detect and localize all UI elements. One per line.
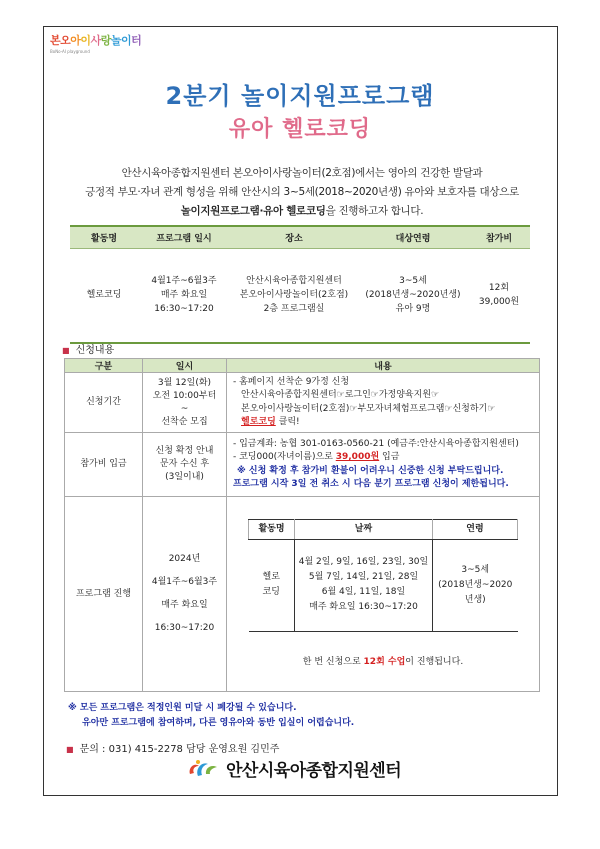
intro-line: 안산시육아종합지원센터 본오아이사랑놀이터(2호점)에서는 영아의 건강한 발달과 <box>121 167 483 179</box>
summary-activity: 헬로코딩 <box>70 248 138 343</box>
notice-line: ※ 모든 프로그램은 적정인원 미달 시 폐강될 수 있습니다. <box>68 703 297 713</box>
summary-place <box>230 248 358 343</box>
intro-bold: 놀이지원프로그램·유아 헬로코딩 <box>180 205 326 217</box>
notice <box>68 701 354 731</box>
age-line: 유아 9명 <box>395 304 431 315</box>
inner-line: 6월 4일, 11일, 18일 <box>321 587 406 598</box>
summary-age <box>358 248 468 343</box>
payment-date <box>143 433 227 497</box>
footer-logo <box>186 755 401 781</box>
inner-line: (2018년생~2020년생) <box>438 579 513 605</box>
date-line: 4월1주~6월3주 <box>151 577 218 587</box>
warning-line: ※ 신청 확정 후 참가비 환불이 어려우니 신중한 신청 부탁드립니다. <box>237 465 504 476</box>
inner-activity <box>249 539 295 631</box>
logo-char: 오 <box>60 34 71 47</box>
date-line: (3일이내) <box>165 472 204 482</box>
place-line: 본오아이사랑놀이터(2호점) <box>239 290 349 301</box>
apply-header: 구분 <box>65 359 143 373</box>
inner-header: 활동명 <box>249 519 295 539</box>
apply-header: 일시 <box>143 359 227 373</box>
inner-age <box>433 539 518 631</box>
bullet-icon: ■ <box>66 745 74 754</box>
content-line: 본오아이사랑놀이터(2호점)☞부모자녀체험프로그램☞신청하기☞ <box>241 403 496 414</box>
page-subtitle: 유아 헬로코딩 <box>228 117 372 142</box>
inner-header: 연령 <box>433 519 518 539</box>
logo-char: 사 <box>90 34 101 47</box>
period-content <box>227 373 540 433</box>
logo-wordmark <box>50 32 141 48</box>
apply-header: 내용 <box>227 359 540 373</box>
org-logo-icon <box>186 756 220 780</box>
logo-char: 이 <box>120 34 132 47</box>
inner-header: 날짜 <box>295 519 433 539</box>
summary-table <box>70 225 530 344</box>
logo-char: 터 <box>131 34 142 47</box>
section-label: 신청내용 <box>75 345 115 356</box>
logo-char: 랑 <box>100 34 111 47</box>
program-content <box>227 497 540 692</box>
schedule-line: 매주 화요일 <box>160 290 208 301</box>
place-line: 2층 프로그램실 <box>263 304 325 315</box>
period-date <box>143 373 227 433</box>
fee-line: 12회 <box>488 283 510 294</box>
date-line: 신청 확정 안내 <box>155 446 214 456</box>
logo-char: 이 <box>80 34 91 47</box>
inner-line: 5월 7일, 14일, 21일, 28일 <box>308 572 419 583</box>
date-line: 오전 10:00부터 <box>152 390 217 401</box>
place-line: 안산시육아종합지원센터 <box>246 276 342 287</box>
content-line: - 홈페이지 선착순 9가정 신청 <box>233 376 350 387</box>
inner-line: 코딩 <box>262 587 280 598</box>
payment-content <box>227 433 540 497</box>
date-line: 선착순 모집 <box>161 416 208 427</box>
logo-char: 아 <box>70 34 81 47</box>
date-line: 문자 수신 후 <box>159 459 210 469</box>
highlight-text: 헬로코딩 <box>241 417 276 427</box>
logo <box>50 32 141 56</box>
schedule-line: 16:30~17:20 <box>154 304 214 315</box>
logo-char: 본 <box>50 34 61 47</box>
footer-post: 이 진행됩니다. <box>405 656 464 667</box>
content-line: 안산시육아종합지원센터☞로그인☞가정양육지원☞ <box>241 390 440 400</box>
age-line: (2018년생~2020년생) <box>365 290 461 301</box>
summary-header: 대상연령 <box>358 226 468 248</box>
date-line: 2024년 <box>168 554 201 564</box>
org-name: 안산시육아종합지원센터 <box>226 760 402 781</box>
inner-line: 헬로 <box>262 572 280 583</box>
content-line <box>233 416 533 430</box>
account-line: - 입금계좌: 농협 301-0163-0560-21 (예금주:안산시육아종합지원센터) <box>233 438 519 449</box>
summary-fee <box>468 248 530 343</box>
bullet-icon: ■ <box>62 346 70 355</box>
content-tail: 클릭! <box>275 417 300 427</box>
apply-section-title <box>62 341 114 356</box>
summary-header: 참가비 <box>468 226 530 248</box>
intro-rest: 을 진행하고자 합니다. <box>325 205 424 217</box>
logo-char: 놀 <box>110 34 121 47</box>
summary-schedule <box>138 248 230 343</box>
footer-highlight: 12회 수업 <box>363 656 406 667</box>
footer-pre: 한 번 신청으로 <box>302 656 364 667</box>
date-line: 16:30~17:20 <box>154 623 215 633</box>
age-line: 3~5세 <box>399 276 427 287</box>
page-title: 2분기 놀이지원프로그램 <box>165 82 435 110</box>
summary-header: 장소 <box>230 226 358 248</box>
date-line: 매주 화요일 <box>161 600 208 610</box>
inner-line: 3~5세 <box>461 564 490 575</box>
payment-label: 참가비 입금 <box>65 433 143 497</box>
deposit-post: 입금 <box>379 452 400 462</box>
inner-line: 매주 화요일 16:30~17:20 <box>309 602 418 613</box>
schedule-line: 4월1주~6월3주 <box>151 276 217 287</box>
deposit-amount: 39,000원 <box>335 452 380 462</box>
fee-line: 39,000원 <box>478 297 520 308</box>
intro-paragraph <box>62 164 542 221</box>
summary-header: 활동명 <box>70 226 138 248</box>
logo-subtitle: BoNo-AI playground <box>50 49 90 54</box>
program-footer <box>233 656 533 670</box>
date-line: 3월 12일(화) <box>157 377 212 388</box>
program-date <box>143 497 227 692</box>
deposit-pre: - 코딩000(자녀이름)으로 <box>233 452 336 462</box>
notice-line: 유아만 프로그램에 참여하며, 다른 영유아와 동반 입실이 어렵습니다. <box>82 718 355 728</box>
inner-dates <box>295 539 433 631</box>
contact-text: 문의 : 031) 415-2278 담당 운영요원 김민주 <box>79 744 280 755</box>
date-line: ~ <box>180 403 189 414</box>
inner-line: 4월 2일, 9일, 16일, 23일, 30일 <box>298 557 429 568</box>
deposit-line <box>233 451 533 465</box>
apply-table <box>64 358 540 692</box>
intro-line <box>62 202 542 221</box>
intro-line: 긍정적 부모·자녀 관계 형성을 위해 안산시의 3~5세(2018~2020년생) 유아와 보호자를 대상으로 <box>85 186 519 198</box>
summary-header: 프로그램 일시 <box>138 226 230 248</box>
program-label: 프로그램 진행 <box>65 497 143 692</box>
period-label: 신청기간 <box>65 373 143 433</box>
contact-info <box>66 740 279 755</box>
program-inner-table <box>248 519 518 632</box>
warning-line: 프로그램 시작 3일 전 취소 시 다음 분기 프로그램 신청이 제한됩니다. <box>233 479 509 489</box>
